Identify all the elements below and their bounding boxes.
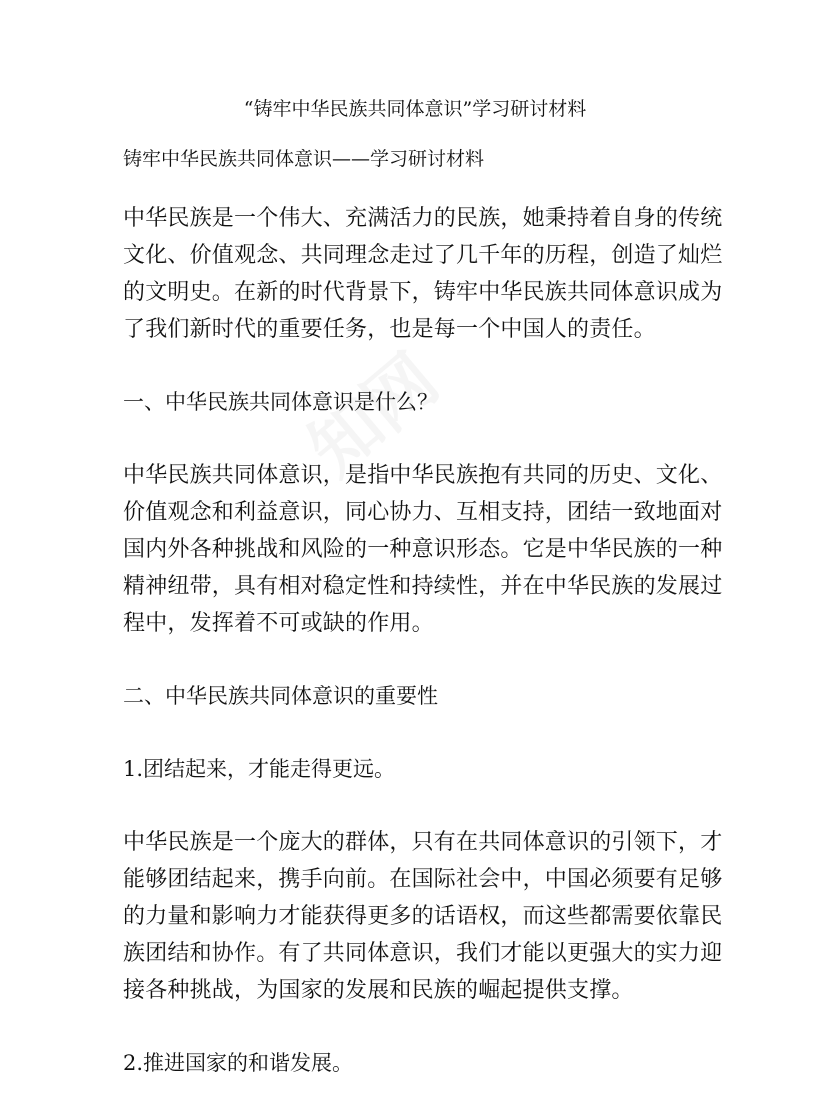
point1-line: 接各种挑战，为国家的发展和民族的崛起提供支撑。 [123, 978, 634, 1003]
intro-line: 的文明史。在新的时代背景下，铸牢中华民族共同体意识成为 [123, 280, 723, 305]
point1-line: 的力量和影响力才能获得更多的话语权，而这些都需要依靠民 [123, 904, 723, 929]
section1-paragraph [123, 457, 723, 642]
point1-line: 族团结和协作。有了共同体意识，我们才能以更强大的实力迎 [123, 941, 723, 966]
document-body [123, 200, 723, 1118]
document-title: “铸牢中华民族共同体意识”学习研讨材料 [243, 98, 587, 120]
intro-paragraph [123, 200, 723, 348]
section2-heading: 二、中华民族共同体意识的重要性 [123, 684, 438, 708]
section1-line: 精神纽带，具有相对稳定性和持续性，并在中华民族的发展过 [123, 574, 723, 599]
point1-paragraph [123, 824, 723, 1009]
section1-heading: 一、中华民族共同体意识是什么？ [123, 390, 438, 414]
point1-line: 中华民族是一个庞大的群体，只有在共同体意识的引领下，才 [123, 830, 723, 855]
section1-line: 中华民族共同体意识，是指中华民族抱有共同的历史、文化、 [123, 463, 723, 488]
intro-line: 了我们新时代的重要任务，也是每一个中国人的责任。 [123, 317, 656, 342]
point2-heading: 2.推进国家的和谐发展。 [123, 1051, 354, 1075]
intro-line: 文化、价值观念、共同理念走过了几千年的历程，创造了灿烂 [123, 243, 723, 268]
point1-heading: 1.团结起来，才能走得更远。 [123, 757, 396, 781]
section1-line: 国内外各种挑战和风险的一种意识形态。它是中华民族的一种 [123, 537, 723, 562]
point1-line: 能够团结起来，携手向前。在国际社会中，中国必须要有足够 [123, 867, 723, 892]
intro-line: 中华民族是一个伟大、充满活力的民族，她秉持着自身的传统 [123, 206, 723, 231]
document-subtitle: 铸牢中华民族共同体意识——学习研讨材料 [123, 148, 485, 170]
section1-line: 程中，发挥着不可或缺的作用。 [123, 611, 434, 636]
section1-line: 价值观念和利益意识，同心协力、互相支持，团结一致地面对 [123, 500, 723, 525]
